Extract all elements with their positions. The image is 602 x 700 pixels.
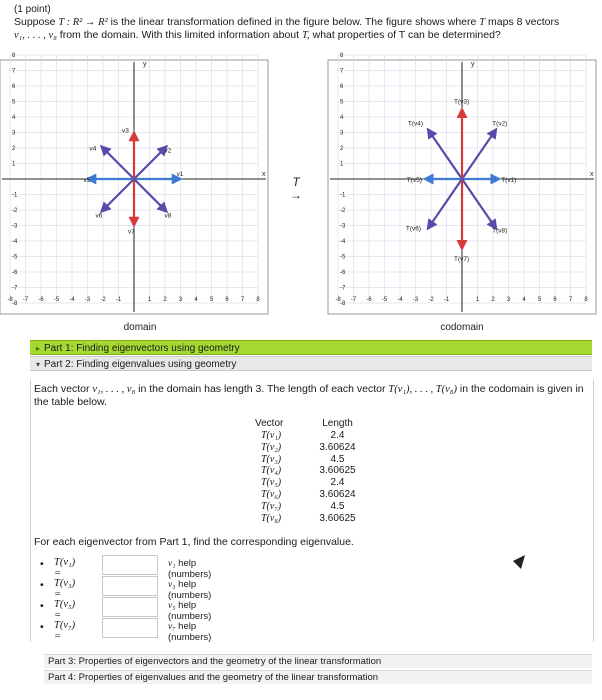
tv4-vector-label: T(v4) (407, 120, 424, 128)
domain-x-tick: 3 (178, 297, 183, 303)
tv3-vector-label: T(v3) (454, 98, 470, 106)
tv2-vector-label: T(v2) (492, 120, 508, 128)
transform-arrow-icon: → (290, 188, 302, 202)
domain-y-tick: 6 (12, 84, 16, 90)
domain-x-tick: 1 (147, 297, 152, 303)
codomain-plot (328, 53, 596, 314)
table-cell-vector: T(v₃) (261, 453, 282, 465)
eigen-label: T(v₃) = (54, 578, 76, 600)
table-header-length: Length (322, 418, 353, 429)
domain-x-tick: -8 (7, 297, 13, 303)
domain-y-tick: -1 (12, 192, 18, 199)
bullet-icon: • (40, 558, 44, 570)
table-cell-vector: T(v₆) (261, 488, 282, 500)
codomain-x-tick: -2 (428, 297, 434, 303)
domain-y-tick: 1 (12, 161, 16, 168)
v6-vector-label: v6 (95, 212, 103, 220)
domain-x-tick: 4 (194, 297, 198, 303)
domain-x-tick: -6 (38, 297, 44, 303)
table-cell-length: 3.60625 (319, 465, 356, 477)
codomain-x-tick: 7 (568, 297, 573, 303)
codomain-y-tick: -8 (340, 301, 346, 307)
codomain-x-tick: -3 (412, 297, 419, 303)
help-text: v₅ help (numbers) (168, 600, 212, 622)
codomain-x-label: x (590, 171, 594, 178)
table-cell-length: 3.60624 (319, 441, 356, 453)
domain-y-tick: 7 (12, 68, 16, 75)
table-cell-vector: T(v₈) (261, 512, 282, 524)
vector-list: v₁, . . . , v₈ (14, 30, 57, 41)
domain-y-tick: -7 (12, 285, 18, 292)
table-cell-length: 2.4 (330, 430, 345, 441)
table-cell-length: 2.4 (330, 477, 345, 489)
codomain-x-tick: -6 (366, 297, 372, 303)
part4-header[interactable]: Part 4: Properties of eigenvalues and the geometry of the linear transformation (44, 670, 592, 684)
v5-vector-label: v5 (83, 177, 91, 184)
map-notation: T : R² → R² (58, 17, 108, 28)
tv5-vector-label: T(v5) (406, 177, 422, 184)
domain-y-tick: -4 (12, 239, 18, 245)
codomain-x-tick: 3 (506, 297, 511, 303)
transformation-figure (0, 52, 602, 338)
codomain-x-tick: 8 (584, 297, 588, 303)
table-cell-length: 4.5 (330, 500, 345, 512)
codomain-x-tick: 6 (553, 297, 557, 303)
help-text: v₃ help (numbers) (168, 579, 212, 601)
domain-x-tick: -5 (53, 297, 60, 303)
codomain-caption: codomain (440, 322, 484, 333)
codomain-x-tick: -5 (381, 297, 388, 303)
domain-y-tick: -2 (12, 208, 18, 214)
v4-vector-label: v4 (89, 145, 97, 153)
codomain-x-tick: -4 (397, 297, 403, 303)
bullet-icon: • (40, 579, 44, 591)
part3-header[interactable]: Part 3: Properties of eigenvectors and the geometry of the linear transformation (44, 654, 592, 668)
codomain-y-tick: -3 (340, 223, 346, 230)
codomain-y-tick: -1 (340, 192, 346, 199)
codomain-y-label: y (471, 61, 475, 68)
help-text: v₇ help (numbers) (168, 621, 212, 643)
part2-description: Each vector v₁, . . . , v₈ in the domain has length 3. The length of each vector T(v₁), . . . , T(v₈) in the codomain is given in the table below. (34, 383, 584, 408)
codomain-y-tick: -4 (340, 239, 346, 245)
t-symbol: T, (302, 30, 310, 41)
domain-x-tick: -7 (22, 297, 29, 303)
eigen-label: T(v₁) = (54, 557, 76, 579)
codomain-x-tick: -1 (443, 297, 450, 303)
table-cell-length: 3.60624 (319, 488, 356, 500)
codomain-x-tick: 4 (522, 297, 526, 303)
eigenvalue-input[interactable] (102, 576, 158, 596)
codomain-y-tick: 8 (340, 53, 344, 59)
domain-y-tick: -6 (12, 270, 18, 276)
codomain-y-tick: 7 (340, 68, 344, 75)
intro-text: from the domain. With this limited information about (59, 29, 300, 41)
domain-x-tick: 7 (240, 297, 245, 303)
codomain-y-tick: 6 (340, 84, 344, 90)
domain-x-tick: 5 (209, 297, 214, 303)
eigenvalue-input[interactable] (102, 555, 158, 575)
codomain-y-tick: 2 (340, 146, 344, 152)
codomain-x-tick: 5 (537, 297, 542, 303)
tv6-vector-label: T(v6) (405, 225, 422, 233)
eigenvalue-input[interactable] (102, 618, 158, 638)
domain-x-tick: -3 (84, 297, 91, 303)
v8-vector-label: v8 (164, 212, 172, 220)
domain-y-tick: -8 (12, 301, 18, 307)
table-header-vector: Vector (255, 418, 284, 429)
codomain-y-tick: 1 (340, 161, 344, 168)
codomain-x-tick: 1 (475, 297, 480, 303)
domain-caption: domain (123, 322, 157, 333)
table-cell-length: 4.5 (330, 453, 345, 465)
domain-x-tick: 8 (256, 297, 260, 303)
codomain-y-tick: -5 (340, 254, 346, 261)
table-cell-length: 3.60625 (319, 512, 356, 524)
domain-x-tick: 6 (225, 297, 229, 303)
codomain-x-tick: -7 (350, 297, 357, 303)
codomain-x-tick: -8 (335, 297, 341, 303)
table-cell-vector: T(v₄) (261, 465, 282, 477)
tv7-vector-label: T(v7) (454, 255, 470, 263)
codomain-y-tick: -6 (340, 270, 346, 276)
help-text: v₁ help (numbers) (168, 558, 212, 580)
table-cell-vector: T(v₅) (261, 477, 282, 489)
v1-vector-label: v1 (176, 171, 184, 178)
domain-x-tick: 2 (163, 297, 167, 303)
domain-x-tick: -4 (69, 297, 75, 303)
v3-vector-label: v3 (122, 127, 129, 135)
domain-plot (0, 53, 268, 314)
domain-y-tick: 3 (12, 130, 16, 137)
part2-header[interactable]: ▾ Part 2: Finding eigenvalues using geometry (30, 356, 592, 371)
intro-text: what properties of T can be determined? (312, 29, 501, 41)
t-symbol: T (479, 17, 486, 28)
codomain-y-tick: -2 (340, 208, 346, 214)
domain-y-tick: 5 (12, 99, 16, 106)
collapse-icon: ▾ (36, 360, 41, 369)
domain-y-label: y (143, 61, 147, 68)
table-cell-vector: T(v₇) (261, 500, 282, 512)
v2-vector-label: v2 (164, 147, 172, 155)
problem-intro (14, 16, 594, 42)
v7-vector-label: v7 (128, 228, 135, 236)
eigenvalue-input[interactable] (102, 597, 158, 617)
cursor-icon (513, 555, 525, 572)
domain-y-tick: -3 (12, 223, 18, 230)
domain-y-tick: 4 (12, 115, 16, 121)
codomain-x-tick: 2 (491, 297, 495, 303)
table-cell-vector: T(v₁) (261, 430, 282, 441)
domain-x-label: x (262, 171, 266, 178)
intro-text: is the linear transformation defined in the figure below. The figure shows where (110, 16, 477, 28)
eigen-label: T(v₅) = (54, 599, 76, 621)
tv8-vector-label: T(v8) (492, 227, 508, 235)
intro-text: Suppose (14, 16, 56, 28)
intro-text: maps 8 vectors (488, 16, 560, 28)
part1-header[interactable]: ▸ Part 1: Finding eigenvectors using geometry (30, 340, 592, 355)
codomain-y-tick: 5 (340, 99, 344, 106)
expand-icon: ▸ (36, 344, 41, 353)
domain-y-tick: 2 (12, 146, 16, 152)
bullet-icon: • (40, 600, 44, 612)
table-cell-vector: T(v₂) (261, 441, 282, 453)
domain-y-tick: -5 (12, 254, 18, 261)
domain-y-tick: 8 (12, 53, 16, 59)
eigen-instruction: For each eigenvector from Part 1, find the corresponding eigenvalue. (34, 536, 354, 548)
codomain-y-tick: 3 (340, 130, 344, 137)
transform-label: T (292, 175, 300, 189)
bullet-icon: • (40, 621, 44, 633)
eigen-label: T(v₇) = (54, 620, 76, 642)
tv1-vector-label: T(v1) (501, 177, 517, 184)
codomain-y-tick: 4 (340, 115, 344, 121)
domain-x-tick: -2 (100, 297, 106, 303)
domain-x-tick: -1 (115, 297, 122, 303)
codomain-y-tick: -7 (340, 285, 346, 292)
points-label: (1 point) (14, 4, 51, 15)
